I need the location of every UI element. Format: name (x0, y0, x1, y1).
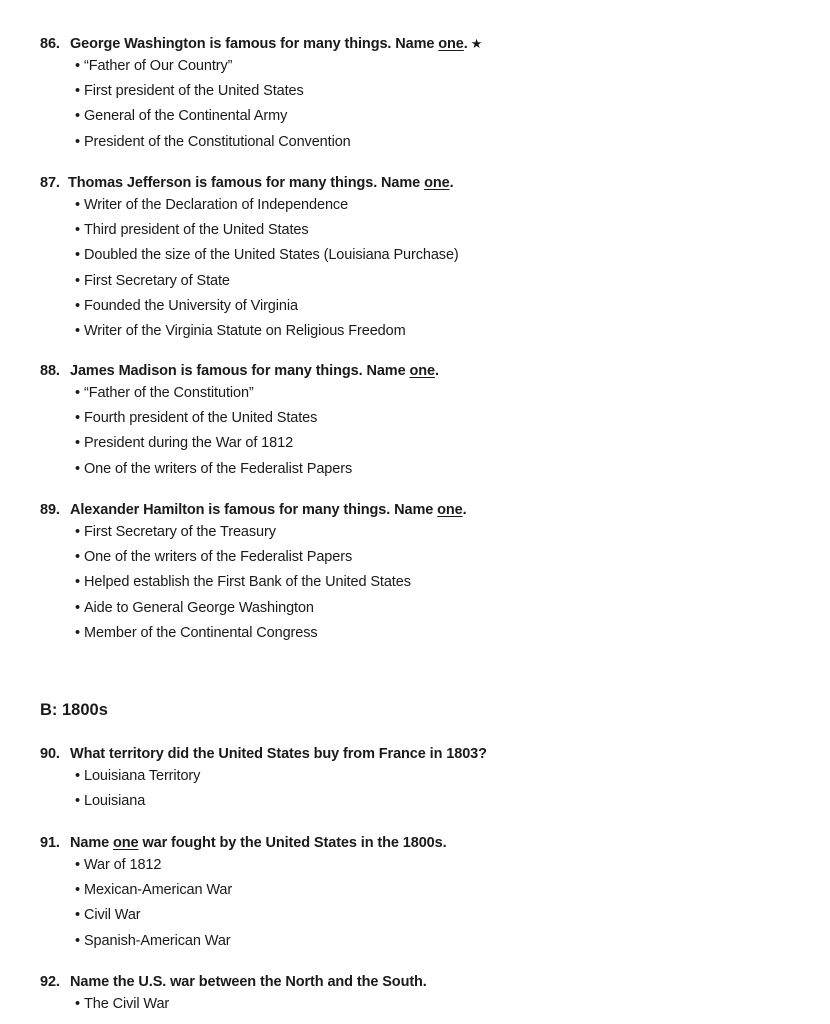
answer-item: • First president of the United States (40, 79, 482, 104)
question-91 (40, 833, 447, 954)
answer-item: • First Secretary of State (40, 269, 459, 294)
emphasis-one: one (409, 363, 435, 379)
answer-item: • One of the writers of the Federalist Papers (40, 545, 467, 570)
answer-item: • President of the Constitutional Convention (40, 130, 482, 155)
answer-item: • The Civil War (40, 992, 427, 1017)
question-title: 90. What territory did the United States buy from France in 1803? (40, 746, 487, 762)
answer-item: • Helped establish the First Bank of the United States (40, 570, 467, 595)
answer-item: • “Father of the Constitution” (40, 381, 439, 406)
question-89 (40, 500, 467, 646)
emphasis-one: one (438, 36, 464, 52)
answer-list (40, 54, 482, 155)
question-number: 90. (40, 746, 60, 762)
question-title: 91. Name one war fought by the United States in the 1800s. (40, 835, 447, 851)
question-86 (40, 34, 482, 155)
question-90 (40, 744, 487, 814)
emphasis-one: one (437, 502, 463, 518)
answer-item: • Third president of the United States (40, 218, 459, 243)
section-heading: B: 1800s (40, 701, 108, 719)
question-number: 87. (40, 175, 60, 191)
question-number: 91. (40, 835, 60, 851)
question-87 (40, 173, 459, 344)
answer-item: • Civil War (40, 903, 447, 928)
answer-item: • First Secretary of the Treasury (40, 520, 467, 545)
answer-item: • General of the Continental Army (40, 104, 482, 129)
question-title: 87. Thomas Jefferson is famous for many things. Name one. (40, 175, 454, 191)
answer-item: • Aide to General George Washington (40, 596, 467, 621)
answer-item: • President during the War of 1812 (40, 431, 439, 456)
answer-item: • One of the writers of the Federalist Papers (40, 457, 439, 482)
question-title: 88. James Madison is famous for many things. Name one. (40, 363, 439, 379)
question-88 (40, 361, 439, 482)
question-number: 89. (40, 502, 60, 518)
star-icon: ★ (470, 36, 483, 51)
question-number: 88. (40, 363, 60, 379)
answer-item: • Mexican-American War (40, 878, 447, 903)
emphasis-one: one (424, 175, 450, 191)
answer-item: • Writer of the Declaration of Independence (40, 193, 459, 218)
answer-item: • Writer of the Virginia Statute on Religious Freedom (40, 319, 459, 344)
question-title: 86. George Washington is famous for many things. Name one. ★ (40, 36, 483, 52)
answer-item: • Doubled the size of the United States (Louisiana Purchase) (40, 243, 459, 268)
question-number: 92. (40, 974, 60, 990)
answer-item: • Spanish-American War (40, 929, 447, 954)
answer-item: • Founded the University of Virginia (40, 294, 459, 319)
question-number: 86. (40, 36, 60, 52)
question-title: 92. Name the U.S. war between the North and the South. (40, 974, 427, 990)
question-title: 89. Alexander Hamilton is famous for many things. Name one. (40, 502, 467, 518)
answer-list (40, 764, 487, 814)
answer-list (40, 853, 447, 954)
answer-list (40, 992, 427, 1017)
answer-item: • Louisiana (40, 789, 487, 814)
answer-item: • Fourth president of the United States (40, 406, 439, 431)
answer-item: • Louisiana Territory (40, 764, 487, 789)
answer-list (40, 193, 459, 344)
answer-item: • “Father of Our Country” (40, 54, 482, 79)
answer-list (40, 381, 439, 482)
answer-item: • War of 1812 (40, 853, 447, 878)
question-92 (40, 972, 427, 1017)
answer-item: • Member of the Continental Congress (40, 621, 467, 646)
emphasis-one: one (113, 835, 139, 851)
answer-list (40, 520, 467, 646)
